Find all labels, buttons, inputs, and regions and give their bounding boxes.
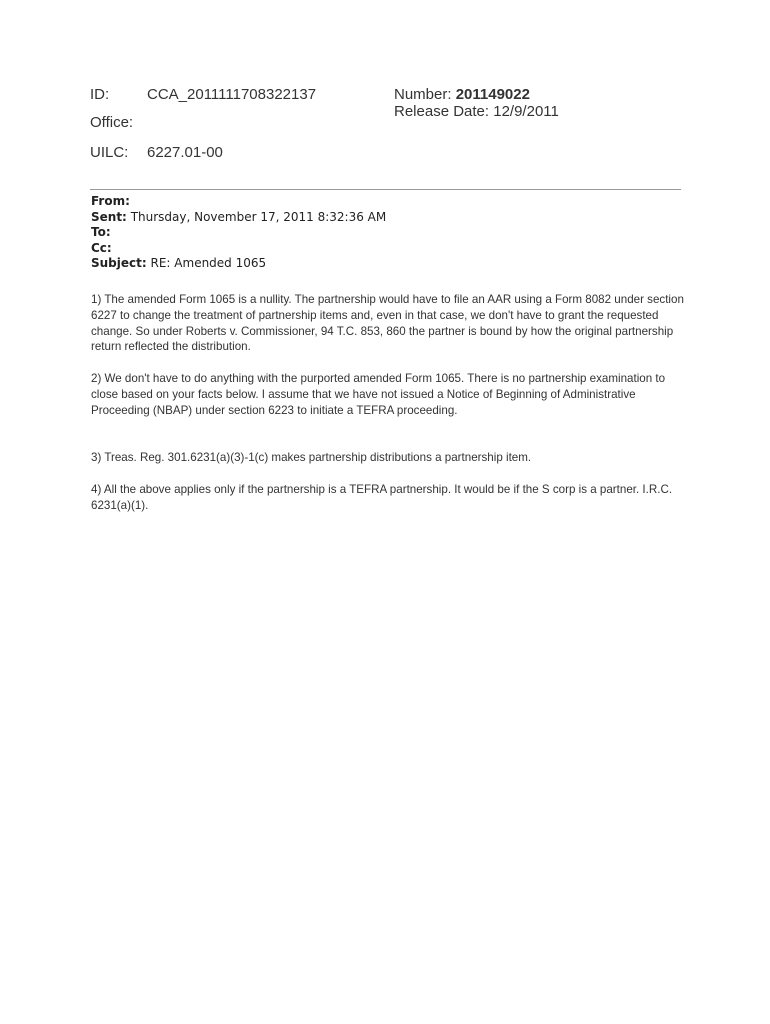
sent-value: Thursday, November 17, 2011 8:32:36 AM — [130, 209, 387, 224]
to-line — [91, 225, 386, 241]
email-metadata — [91, 194, 386, 272]
from-label: From: — [91, 194, 130, 208]
office-label: Office: — [90, 114, 134, 131]
subject-value: RE: Amended 1065 — [150, 256, 267, 271]
uilc-label: UILC: — [90, 144, 129, 161]
paragraph-3: 3) Treas. Reg. 301.6231(a)(3)-1(c) makes partnership distributions a partnership item. — [91, 451, 532, 464]
id-label: ID: — [90, 86, 110, 103]
paragraph-4: 4) All the above applies only if the partnership is a TEFRA partnership. It would be if the S corp is a partner. I.R.C. 6231(a)(1). — [91, 483, 673, 512]
paragraph-2: 2) We don't have to do anything with the purported amended Form 1065. There is no partnership examination to close based on your facts below. I assume that we have not issued a Notice of Beginning of Administrative Proceeding (NBAP) under section 6223 to initiate a TEFRA proceeding. — [91, 372, 666, 417]
release-date-value: 12/9/2011 — [493, 103, 559, 120]
to-label: To: — [91, 225, 111, 240]
subject-line — [91, 256, 386, 272]
uilc-value: 6227.01-00 — [147, 144, 223, 161]
number-value: 201149022 — [455, 86, 530, 103]
paragraph-1: 1) The amended Form 1065 is a nullity. The partnership would have to file an AAR using a Form 8082 under section 6227 to change the treatment of partnership items and, even in that case, we don't have to grant the requested change. So under Roberts v. Commissioner, 94 T.C. 853, 860 the partner is bound by how the original partnership return reflected the distribution. — [91, 293, 684, 354]
header-divider — [90, 189, 681, 190]
subject-label: Subject: — [91, 256, 147, 271]
id-value: CCA_2011111708322137 — [147, 86, 317, 103]
number-label: Number: — [394, 86, 452, 103]
cc-label: Cc: — [91, 240, 112, 255]
sent-line — [91, 210, 386, 226]
from-line — [91, 194, 386, 210]
release-date-field — [394, 103, 559, 120]
sent-label: Sent: — [91, 209, 127, 224]
cc-line — [91, 241, 386, 257]
number-field — [394, 86, 530, 103]
release-date-label: Release Date: — [394, 103, 490, 120]
